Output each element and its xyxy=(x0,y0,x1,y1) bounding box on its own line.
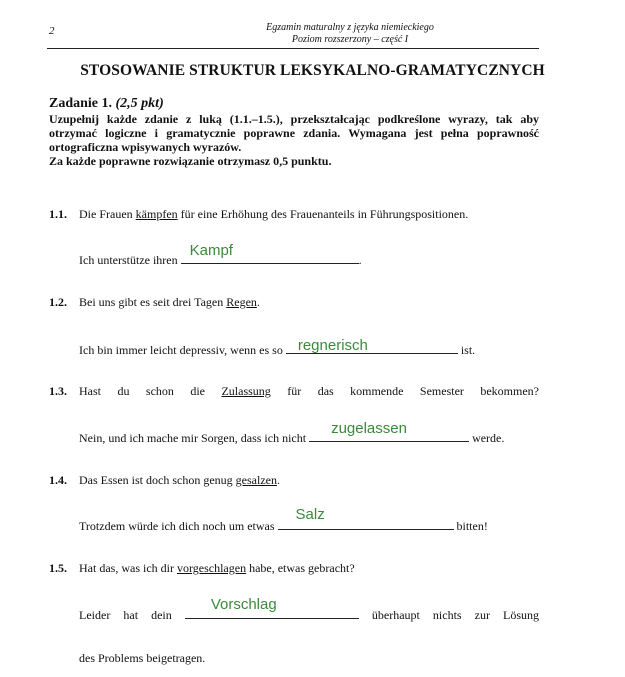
gap-text-after: bitten! xyxy=(453,519,488,533)
handwritten-answer: Vorschlag xyxy=(210,596,277,613)
handwritten-answer: Kampf xyxy=(189,242,233,259)
handwritten-answer: regnerisch xyxy=(297,337,368,354)
item-gap-sentence xyxy=(79,242,362,268)
gap-text-before: Nein, und ich mache mir Sorgen, dass ich nicht xyxy=(79,431,310,445)
item-prompt xyxy=(79,295,539,310)
item-prompt xyxy=(79,473,539,488)
gap-text-before: Ich bin immer leicht depressiv, wenn es so xyxy=(79,343,286,357)
prompt-underlined-word: Regen xyxy=(226,295,257,309)
prompt-text: für eine Erhöhung des Frauenanteils in Führungspositionen. xyxy=(177,207,469,221)
prompt-underlined-word: gesalzen xyxy=(235,473,277,487)
answer-blank[interactable] xyxy=(185,596,359,619)
instruction-text: Uzupełnij każde zdanie z luką (1.1.–1.5.), przekształcając podkreślone wyrazy, tak aby otrzymać logiczne i gramatycznie poprawne zdania. Wymagana jest pełna poprawność ortograficzna wpisywanych wyrazów. xyxy=(49,112,539,154)
gap-text-before: Ich unterstütze ihren xyxy=(79,253,181,267)
prompt-underlined-word: vorgeschlagen xyxy=(176,561,247,575)
gap-text-before: Leider hat dein xyxy=(79,608,185,622)
answer-blank[interactable] xyxy=(286,337,458,354)
item-prompt xyxy=(79,561,539,576)
item-number: 1.4. xyxy=(49,473,67,487)
task-title xyxy=(49,96,164,112)
item-gap-sentence xyxy=(79,337,476,358)
prompt-text: habe, etwas gebracht? xyxy=(246,561,355,575)
item-prompt xyxy=(79,207,539,222)
gap-text-after: werde. xyxy=(469,431,505,445)
prompt-text: Die Frauen xyxy=(79,207,136,221)
prompt-underlined-word: Zulassung xyxy=(221,384,271,398)
item-gap-sentence xyxy=(79,420,505,446)
header-line-2: Poziom rozszerzony – część I xyxy=(291,34,409,45)
prompt-text: Das Essen ist doch schon genug xyxy=(79,473,236,487)
header-line-1: Egzamin maturalny z języka niemieckiego xyxy=(266,22,434,33)
item-gap-continuation: des Problems beigetragen. xyxy=(79,651,206,665)
prompt-text: Hast du schon die xyxy=(79,384,222,398)
prompt-text: Hat das, was ich dir xyxy=(79,561,177,575)
prompt-text: Bei uns gibt es seit drei Tagen xyxy=(79,295,227,309)
task-instructions xyxy=(49,112,539,168)
item-gap-sentence xyxy=(79,596,540,623)
item-prompt xyxy=(79,384,539,399)
answer-blank[interactable] xyxy=(181,242,359,264)
answer-blank[interactable] xyxy=(309,420,469,442)
gap-text-after: . xyxy=(358,253,362,267)
handwritten-answer: zugelassen xyxy=(331,420,407,437)
item-number: 1.2. xyxy=(49,295,67,309)
scoring-note: Za każde poprawne rozwiązanie otrzymasz 0,5 punktu. xyxy=(49,154,332,168)
section-title: STOSOWANIE STRUKTUR LEKSYKALNO-GRAMATYCZNYCH xyxy=(80,62,545,79)
prompt-text: für das kommende Semester bekommen? xyxy=(270,384,539,398)
exam-header xyxy=(160,22,540,46)
item-gap-sentence xyxy=(79,506,488,534)
task-label: Zadanie 1. xyxy=(49,96,113,111)
prompt-text: . xyxy=(256,295,260,309)
gap-text-after: ist. xyxy=(457,343,476,357)
prompt-underlined-word: kämpfen xyxy=(135,207,178,221)
page-number: 2 xyxy=(49,25,55,37)
gap-text-after: überhaupt nichts zur Lösung xyxy=(358,608,540,622)
item-number: 1.5. xyxy=(49,561,67,575)
handwritten-answer: Salz xyxy=(295,506,325,523)
task-points: (2,5 pkt) xyxy=(115,96,164,111)
answer-blank[interactable] xyxy=(278,506,454,530)
gap-text-before: Trotzdem würde ich dich noch um etwas xyxy=(79,519,278,533)
item-number: 1.3. xyxy=(49,384,67,398)
item-number: 1.1. xyxy=(49,207,67,221)
prompt-text: . xyxy=(276,473,280,487)
header-divider xyxy=(47,48,539,49)
